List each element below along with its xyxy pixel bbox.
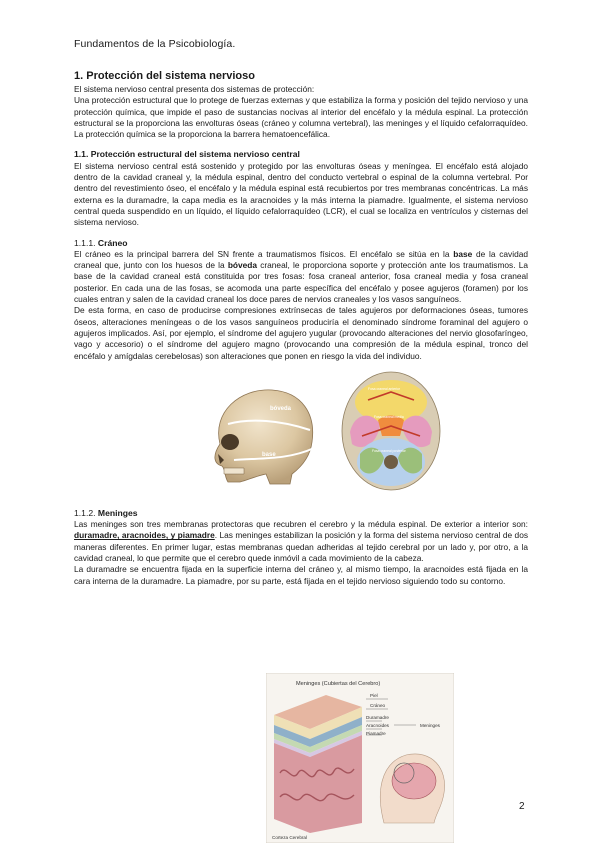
meninges-figure <box>266 673 454 843</box>
eye-socket <box>221 434 239 450</box>
label-piamadre: Piamadre <box>366 731 386 736</box>
label-meninges: Meninges <box>420 723 440 728</box>
main-content <box>74 70 528 587</box>
label-fosa-media: Fosa craneal media <box>374 414 404 419</box>
label-fosa-anterior: Fosa craneal anterior <box>368 386 401 391</box>
cranial-base-figure <box>340 370 442 492</box>
section-1-body: Una protección estructural que lo protege de fuerzas externas y que estabiliza la forma y posición del tejido nervioso y una protección química, que impide el paso de sustancias nocivas al interior del encéfalo y la médula espinal. La protección estructural se la proporciona las envolturas óseas (cráneo y columna vertebral), las meninges y el líquido cefalorraquídeo. La protección química se la proporciona la barrera hematoencefálica. <box>74 95 528 140</box>
text-run: craneal, le proporciona soporte y protección ante los traumatismos. La base de la cavidad craneal está constituida por tres fosas: fosa craneal anterior, fosa craneal media y fosa craneal posterior. En cada una de las fosas, se acomoda una parte específica del encéfalo y posee agujeros (foramen) por los cuales entran y salen de la cavidad craneal los doce pares de nervios craneales y los vasos sanguíneos. <box>74 260 528 305</box>
section-1-1-2-paragraph-1 <box>74 519 528 564</box>
label-piel: Piel <box>370 693 378 698</box>
section-number: 1.1.2. <box>74 507 96 518</box>
section-1-1-1-paragraph-2: De esta forma, en caso de producirse compresiones extrínsecas de tales agujeros por deformaciones óseas, tumores óseos, alteraciones meníngeas o de los vasos sanguíneos produciría el denominado síndrome foraminal del agujero o agujeros implicados. Así, por ejemplo, el síndrome del agujero yugular (provocando alteraciones del nervio glosofaríngeo, vago y accesorio) o el síndrome del agujero magno (provocando una compresión de la médula espinal, tronco del encéfalo y amígdalas cerebelosas) son alteraciones que ponen en riesgo la vida del individuo. <box>74 305 528 361</box>
text-run: El cráneo es la principal barrera del SN frente a traumatismos físicos. El encéfalo se sitúa en la <box>74 248 454 259</box>
label-duramadre: Duramadre <box>366 715 389 720</box>
skull-figure <box>200 384 318 488</box>
text-run: Las meninges son tres membranas protectoras que recubren el cerebro y la médula espinal. De exterior a interior son: <box>74 519 528 530</box>
label-base: base <box>262 451 276 458</box>
label-fosa-posterior: Fosa craneal posterior <box>372 448 406 453</box>
text-run: de la cavidad craneal que, junto con los huesos de la <box>74 248 528 271</box>
section-number: 1.1.1. <box>74 237 96 248</box>
running-header: Fundamentos de la Psicobiología. <box>74 38 236 50</box>
section-1-intro: El sistema nervioso central presenta dos sistemas de protección: <box>74 84 315 94</box>
teeth <box>224 468 244 474</box>
section-1-1-body: El sistema nervioso central está sostenido y protegido por las envolturas óseas y meníngea. El encéfalo está alojado dentro de la cavidad craneal y, la médula espinal, dentro del conducto vertebral o espinal de la columna vertebral. Por dentro del revestimiento óseo, el encéfalo y la médula espinal está recubiertos por tres membranas concéntricas. La más externa es la duramadre, la capa media es la aracnoides y la más interna la piamadre. Igualmente, el sistema nervioso central queda suspendido en un líquido, el líquido cefalorraquídeo (LCR), el cual se localiza en ventrículos y cisternas del sistema nervioso. <box>74 160 528 228</box>
foramen-magnum <box>384 455 398 469</box>
section-1-1-2-paragraph-2: La duramadre se encuentra fijada en la superficie interna del cráneo y, al mismo tiempo, la aracnoides está fijada en la cara interna de la duramadre. La piamadre, por su parte, está fijada en el tejido nervioso siguiendo todo su contorno. <box>74 564 528 586</box>
section-1-1-1-paragraph-1 <box>74 249 528 305</box>
label-aracnoides: Aracnoides <box>366 723 389 728</box>
figure-title: Meninges (Cubiertas del Cerebro) <box>296 681 381 687</box>
section-1-1-1-heading <box>74 238 528 249</box>
bold-term-boveda: bóveda <box>227 260 258 271</box>
bold-term-base: base <box>453 248 473 259</box>
page-number: 2 <box>519 801 525 812</box>
underlined-meninges-list: duramadre, aracnoides, y piamadre <box>74 530 215 541</box>
figure-row-skull <box>74 370 528 498</box>
section-title: Meninges <box>97 507 138 518</box>
section-1-1-2-heading <box>74 508 528 519</box>
label-boveda: bóveda <box>270 405 292 412</box>
label-craneo: Cráneo <box>370 703 386 708</box>
text-run: . Las meninges estabilizan la posición y la forma del sistema nervioso central de dos maneras diferentes. En primer lugar, estas membranas quedan adheridas al tejido cerebral por un lado y, por otro, a la cavidad craneal, lo que permite que el cerebro quede inmóvil a cada movimiento de la cabeza. <box>74 530 529 564</box>
section-1-heading: 1. Protección del sistema nervioso <box>74 70 255 82</box>
section-1-1-heading: 1.1. Protección estructural del sistema nervioso central <box>74 149 300 160</box>
section-title: Cráneo <box>97 237 128 248</box>
label-corteza: Corteza Cerebral <box>272 835 307 840</box>
